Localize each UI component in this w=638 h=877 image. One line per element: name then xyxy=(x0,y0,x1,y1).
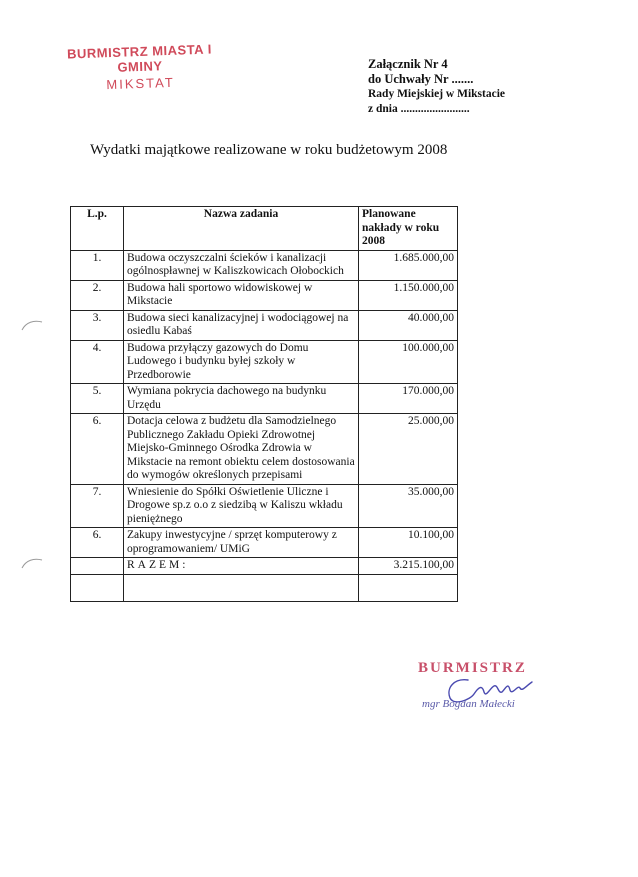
table-row xyxy=(71,484,458,528)
table-row xyxy=(71,250,458,280)
annex-resolution: do Uchwały Nr ....... xyxy=(368,72,474,86)
total-lp-empty xyxy=(71,558,124,575)
signature-name: mgr Bogdan Małecki xyxy=(422,698,515,710)
blank-row xyxy=(71,574,458,601)
blank-cell xyxy=(124,574,359,601)
row-name: Budowa oczyszczalni ścieków i kanalizacji ogólnospławnej w Kaliszkowicach Ołobockich xyxy=(124,250,359,280)
row-name: Budowa hali sportowo widowiskowej w Mikstacie xyxy=(124,280,359,310)
municipality-stamp xyxy=(59,41,221,94)
table-row xyxy=(71,280,458,310)
row-lp: 6. xyxy=(71,414,124,485)
table-row xyxy=(71,340,458,384)
row-lp: 7. xyxy=(71,484,124,528)
table-row xyxy=(71,310,458,340)
blank-cell xyxy=(359,574,458,601)
row-name: Wymiana pokrycia dachowego na budynku Urzędu xyxy=(124,384,359,414)
annex-header xyxy=(368,57,505,117)
header-lp: L.p. xyxy=(71,207,124,251)
row-name: Dotacja celowa z budżetu dla Samodzielnego Publicznego Zakładu Opieki Zdrowotnej Miejsko-Gminnego Ośrodka Zdrowia w Mikstacie na remont obiektu celem dostosowania do wymogów określonych przepisami xyxy=(124,414,359,485)
row-name: Zakupy inwestycyjne / sprzęt komputerowy z oprogramowaniem/ UMiG xyxy=(124,528,359,558)
row-lp: 6. xyxy=(71,528,124,558)
row-name: Wniesienie do Spółki Oświetlenie Uliczne i Drogowe sp.z o.o z siedzibą w Kaliszu wkładu pieniężnego xyxy=(124,484,359,528)
row-amount: 1.685.000,00 xyxy=(359,250,458,280)
table-header-row xyxy=(71,207,458,251)
row-amount: 170.000,00 xyxy=(359,384,458,414)
row-amount: 100.000,00 xyxy=(359,340,458,384)
margin-mark-icon xyxy=(20,556,44,570)
row-name: Budowa przyłączy gazowych do Domu Ludowego i budynku byłej szkoły w Przedborowie xyxy=(124,340,359,384)
stamp-line-2: MIKSTAT xyxy=(106,74,176,93)
row-lp: 5. xyxy=(71,384,124,414)
stamp-line-1: BURMISTRZ MIASTA I GMINY xyxy=(66,41,213,75)
annex-number: Załącznik Nr 4 xyxy=(368,57,448,71)
margin-mark-icon xyxy=(20,318,44,332)
expenses-table xyxy=(70,206,458,602)
row-lp: 3. xyxy=(71,310,124,340)
total-amount: 3.215.100,00 xyxy=(359,558,458,575)
table-row xyxy=(71,384,458,414)
row-lp: 4. xyxy=(71,340,124,384)
blank-cell xyxy=(71,574,124,601)
row-amount: 1.150.000,00 xyxy=(359,280,458,310)
mayor-signature-block xyxy=(418,660,558,710)
row-lp: 2. xyxy=(71,280,124,310)
row-amount: 10.100,00 xyxy=(359,528,458,558)
header-amount: Planowane nakłady w roku 2008 xyxy=(359,207,458,251)
row-name: Budowa sieci kanalizacyjnej i wodociągowej na osiedlu Kabaś xyxy=(124,310,359,340)
table-row xyxy=(71,528,458,558)
total-row xyxy=(71,558,458,575)
row-amount: 25.000,00 xyxy=(359,414,458,485)
row-amount: 35.000,00 xyxy=(359,484,458,528)
signature-role: BURMISTRZ xyxy=(418,660,527,676)
header-name: Nazwa zadania xyxy=(124,207,359,251)
table-row xyxy=(71,414,458,485)
annex-council: Rady Miejskiej w Mikstacie xyxy=(368,88,506,100)
row-amount: 40.000,00 xyxy=(359,310,458,340)
row-lp: 1. xyxy=(71,250,124,280)
annex-date: z dnia ........................ xyxy=(368,103,470,115)
total-label: RAZEM: xyxy=(124,558,359,575)
document-title: Wydatki majątkowe realizowane w roku budżetowym 2008 xyxy=(90,142,448,158)
